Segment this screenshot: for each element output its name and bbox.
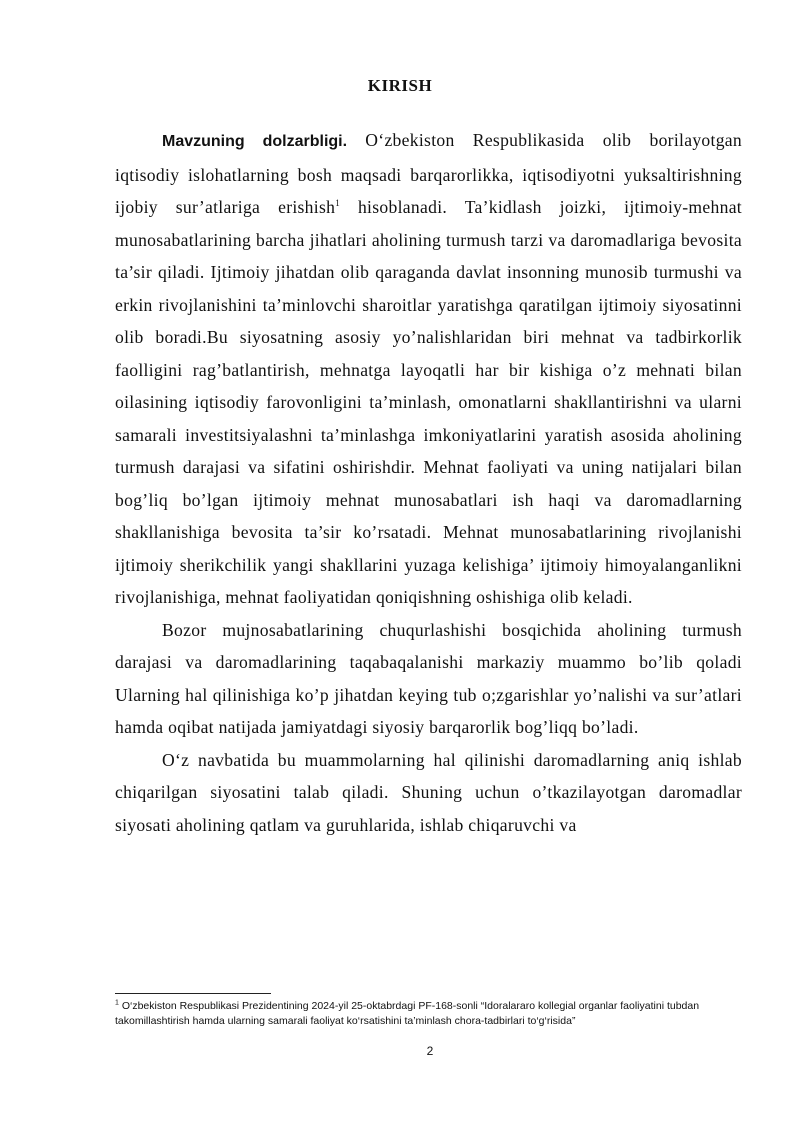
footnote-reference[interactable]: 1 [335, 198, 341, 209]
lead-term: Mavzuning dolzarbligi. [162, 133, 348, 150]
page-number: 2 [426, 1044, 434, 1058]
paragraph1-part1: O‘zbekiston Respublikasida olib borilayotgan iqtisodiy islohatlarning bosh maqsadi barqarorlikka, iqtisodiyotni yuksaltirishning ijobiy sur’atlariga erishish [115, 130, 742, 217]
paragraph-relevance [115, 124, 742, 614]
paragraph-market-relations: Bozor mujnosabatlarining chuqurlashishi bosqichida aholining turmush darajasi va daromadlarining taqabaqalanishi markaziy muammo bo’lib qoladi Ularning hal qilinishiga ko’p jihatdan keying tub o;zgarishlar yo’nalishi va sur’atlari hamda oqibat natijada jamiyatdagi siyosiy barqarorlik bog’liqq bo’ladi. [115, 619, 742, 737]
paragraph-income-policy: O‘z navbatida bu muammolarning hal qilinishi daromadlarning aniq ishlab chiqarilgan siyosatini talab qiladi. Shuning uchun o’tkazilayotgan daromadlar siyosati aholining qatlam va guruhlarida, ishlab chiqaruvchi va [115, 749, 742, 835]
footnote-separator [115, 993, 271, 994]
paragraph1-part2: hisoblanadi. Ta’kidlash joizki, ijtimoiy-mehnat munosabatlarining barcha jihatlari aholining turmush tarzi va daromadlariga bevosita ta’sir qiladi. Ijtimoiy jihatdan olib qaraganda davlat insonning munosib turmushi va erkin rivojlanishini ta’minlovchi sharoitlar yaratishga qaratilgan ijtimoiy siyosatinni olib boradi.Bu siyosatning asosiy yo’nalishlaridan biri mehnat va tadbirkorlik faolligini rag’batlantirish, mehnatga layoqatli har bir kishiga o’z mehnati bilan oilasining iqtisodiy farovonligini ta’minlash, omonatlarni shakllantirishni va ularni samarali investitsiyalashni ta’minlashga imkoniyatlarini yaratish asosida aholining turmush darajasi va sifatini oshirishdir. Mehnat faoliyati va uning natijalari bilan bog’liq bo’lgan ijtimoiy mehnat munosabatlari ish haqi va daromadlarning shakllanishiga bevosita ta’sir ko’rsatadi. Mehnat munosabatlarining rivojlanishi ijtimoiy sherikchilik yangi shakllarini yuzaga kelishiga’ ijtimoiy himoyalanganlikni rivojlanishiga, mehnat faoliyatidan qoniqishning oshishiga olib keladi. [115, 197, 742, 607]
footnote-text: O‘zbekiston Respublikasi Prezidentining 2024-yil 25-oktabrdagi PF-168-sonli “Idoralararo kollegial organlar faoliyatini tubdan takomillashtirish hamda ularning samarali faoliyat ko‘rsatishini ta’minlash chora-tadbirlari to‘g‘risida” [115, 1000, 700, 1027]
section-title: KIRISH [367, 76, 433, 95]
body-text [115, 124, 742, 841]
footnote-marker: 1 [115, 999, 119, 1007]
footnote [115, 999, 745, 1029]
